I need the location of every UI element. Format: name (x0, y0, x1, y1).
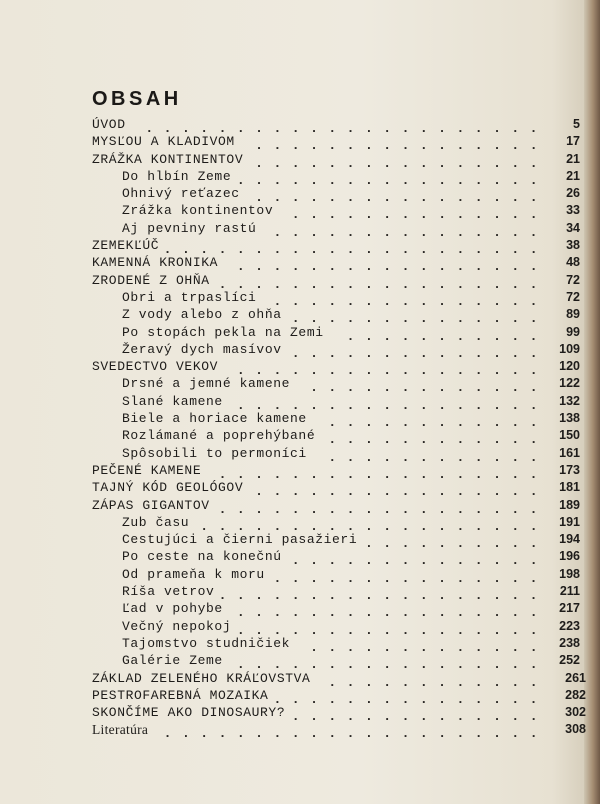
page-title: OBSAH (92, 88, 182, 110)
dot-leader: ..................... (163, 242, 548, 258)
page-number: 33 (566, 203, 580, 218)
dot-leader: ............ (328, 415, 548, 431)
page-number: 150 (559, 428, 580, 443)
dot-leader: ................ (255, 138, 548, 154)
dot-leader: ................. (236, 605, 548, 621)
section-title: Zrážka kontinentov (122, 203, 274, 219)
dot-leader: ................. (236, 622, 548, 638)
page-number: 21 (566, 151, 580, 166)
chapter-title: SKONČÍME AKO DINOSAURY? (92, 705, 286, 721)
chapter-title: MYSĽOU A KLADIVOM (92, 134, 235, 150)
page-number: 282 (565, 687, 586, 702)
toc-entry (92, 618, 588, 638)
chapter-title: PEČENÉ KAMENE (92, 462, 202, 478)
dot-leader: ............... (273, 570, 548, 586)
toc-entry (92, 670, 588, 690)
toc-entry (92, 324, 588, 344)
page-number: 99 (566, 324, 580, 339)
toc-entry (92, 375, 588, 396)
toc-entry (92, 583, 588, 604)
toc-entry (92, 531, 588, 552)
page-number: 211 (559, 584, 580, 599)
toc-entry (92, 600, 588, 621)
section-title: Rozlámané a poprehýbané (122, 428, 316, 444)
section-title: Drsné a jemné kamene (122, 376, 291, 392)
section-title: Po ceste na konečnú (122, 549, 282, 565)
section-title: Do hlbín Zeme (122, 168, 232, 184)
toc-entry (92, 462, 588, 482)
section-title: Večný nepokoj (122, 618, 232, 634)
toc-entry (92, 254, 588, 275)
page-number: 17 (566, 134, 580, 149)
page-number: 161 (559, 445, 580, 460)
section-title: Galérie Zeme (122, 653, 223, 669)
toc-entry (92, 133, 588, 154)
dot-leader: ................... (200, 518, 548, 534)
page-number: 308 (565, 722, 586, 737)
section-title: Obri a trpaslíci (122, 289, 257, 305)
page-number: 5 (573, 117, 580, 131)
page-number: 238 (559, 635, 580, 650)
section-title: Slané kamene (122, 393, 223, 409)
page-number: 89 (566, 307, 580, 322)
toc-entry (92, 358, 588, 379)
page-number: 120 (559, 359, 580, 374)
section-title: Ohnivý reťazec (122, 186, 240, 202)
section-title: Biele a horiace kamene (122, 411, 307, 427)
toc-entry (92, 479, 588, 500)
section-title: Cestujúci a čierni pasažieri (122, 532, 358, 548)
chapter-title: TAJNÝ KÓD GEOLÓGOV (92, 480, 244, 496)
toc-entry (92, 566, 588, 586)
dot-leader: ........... (346, 328, 548, 344)
page-number: 72 (566, 272, 580, 287)
dot-leader: .............. (291, 709, 548, 725)
dot-leader: .................. (218, 501, 548, 517)
dot-leader: ..................... (163, 726, 548, 742)
toc-entry (92, 721, 588, 742)
dot-leader: ................. (236, 657, 548, 673)
toc-entry (92, 272, 588, 292)
dot-leader: ...................... (145, 121, 548, 136)
dot-leader: .................. (218, 276, 548, 292)
dot-leader: ............... (273, 691, 548, 707)
page-number: 34 (566, 220, 580, 235)
page-number: 26 (566, 186, 580, 201)
section-title: Spôsobili to permoníci (122, 445, 307, 461)
page-number: 191 (559, 514, 580, 529)
page-number: 196 (559, 549, 580, 564)
dot-leader: .................. (218, 588, 548, 604)
dot-leader: ................. (236, 259, 548, 275)
page-number: 132 (559, 393, 580, 408)
page-number: 189 (559, 497, 580, 512)
toc-entry (92, 151, 588, 171)
section-title: Zub času (122, 514, 190, 530)
section-title: Z vody alebo z ohňa (122, 307, 282, 323)
toc-entry (92, 497, 588, 517)
toc-entry (92, 168, 588, 188)
chapter-title: SVEDECTVO VEKOV (92, 359, 219, 375)
page-number: 48 (566, 255, 580, 270)
dot-leader: ............... (273, 293, 548, 309)
section-title: Od prameňa k moru (122, 566, 265, 582)
page-number: 223 (559, 618, 580, 633)
toc-entry (92, 185, 588, 206)
dot-leader: ............. (310, 380, 548, 396)
section-title: Ríša vetrov (122, 584, 215, 600)
toc-entry (92, 635, 588, 655)
chapter-title: ZRODENÉ Z OHŇA (92, 272, 210, 288)
chapter-title: ZEMEKĽÚČ (92, 238, 160, 254)
chapter-title: ÚVOD (92, 117, 126, 132)
dot-leader: ................. (236, 363, 548, 379)
chapter-title: ZÁKLAD ZELENÉHO KRÁĽOVSTVA (92, 670, 311, 686)
toc-entry (92, 289, 588, 309)
dot-leader: .............. (291, 207, 548, 223)
dot-leader: ............ (328, 674, 548, 690)
section-title: Žeravý dych masívov (122, 341, 282, 357)
page-number: 198 (559, 566, 580, 581)
toc-entry (92, 704, 588, 725)
page-number: 194 (559, 532, 580, 547)
chapter-title: Literatúra (92, 722, 149, 738)
page-number: 138 (559, 411, 580, 426)
toc-entry (92, 202, 588, 223)
section-title: Tajomstvo studničiek (122, 635, 291, 651)
toc-entry (92, 687, 588, 707)
chapter-title: ZÁPAS GIGANTOV (92, 497, 210, 513)
page-number: 21 (566, 168, 580, 183)
toc-entry (92, 237, 588, 258)
toc-entry (92, 410, 588, 431)
toc-entry (92, 652, 588, 673)
dot-leader: ................ (255, 190, 548, 206)
dot-leader: .............. (291, 553, 548, 569)
dot-leader: .............. (291, 345, 548, 361)
dot-leader: ................ (255, 155, 548, 171)
page-number: 173 (559, 462, 580, 477)
chapter-title: ZRÁŽKA KONTINENTOV (92, 151, 244, 167)
dot-leader: .............. (291, 311, 548, 327)
page-number: 181 (559, 480, 580, 495)
page-number: 261 (565, 670, 586, 685)
page-number: 122 (559, 376, 580, 391)
section-title: Aj pevniny rastú (122, 220, 257, 236)
dot-leader: .................. (218, 466, 548, 482)
page-number: 252 (559, 653, 580, 668)
chapter-title: PESTROFAREBNÁ MOZAIKA (92, 687, 269, 703)
section-title: Ľad v pohybe (122, 601, 223, 617)
page-number: 217 (559, 601, 580, 616)
page-number: 302 (565, 705, 586, 720)
dot-leader: .......... (364, 536, 548, 552)
toc-entry (92, 220, 588, 240)
dot-leader: ............... (273, 224, 548, 240)
page-number: 38 (566, 238, 580, 253)
toc-entry (92, 306, 588, 327)
toc-entry (92, 514, 588, 534)
dot-leader: ................. (236, 172, 548, 188)
section-title: Po stopách pekla na Zemi (122, 324, 324, 340)
toc-entry (92, 393, 588, 413)
toc-entry (92, 427, 588, 448)
table-of-contents (92, 116, 588, 742)
dot-leader: ............ (328, 449, 548, 465)
dot-leader: ............ (328, 432, 548, 448)
chapter-title: KAMENNÁ KRONIKA (92, 255, 219, 271)
page-number: 72 (566, 289, 580, 304)
toc-entry (92, 116, 588, 136)
toc-entry (92, 548, 588, 569)
page-number: 109 (559, 341, 580, 356)
dot-leader: ............. (310, 639, 548, 655)
dot-leader: ................. (236, 397, 548, 413)
toc-entry (92, 445, 588, 465)
dot-leader: ................ (255, 484, 548, 500)
toc-entry (92, 341, 588, 361)
